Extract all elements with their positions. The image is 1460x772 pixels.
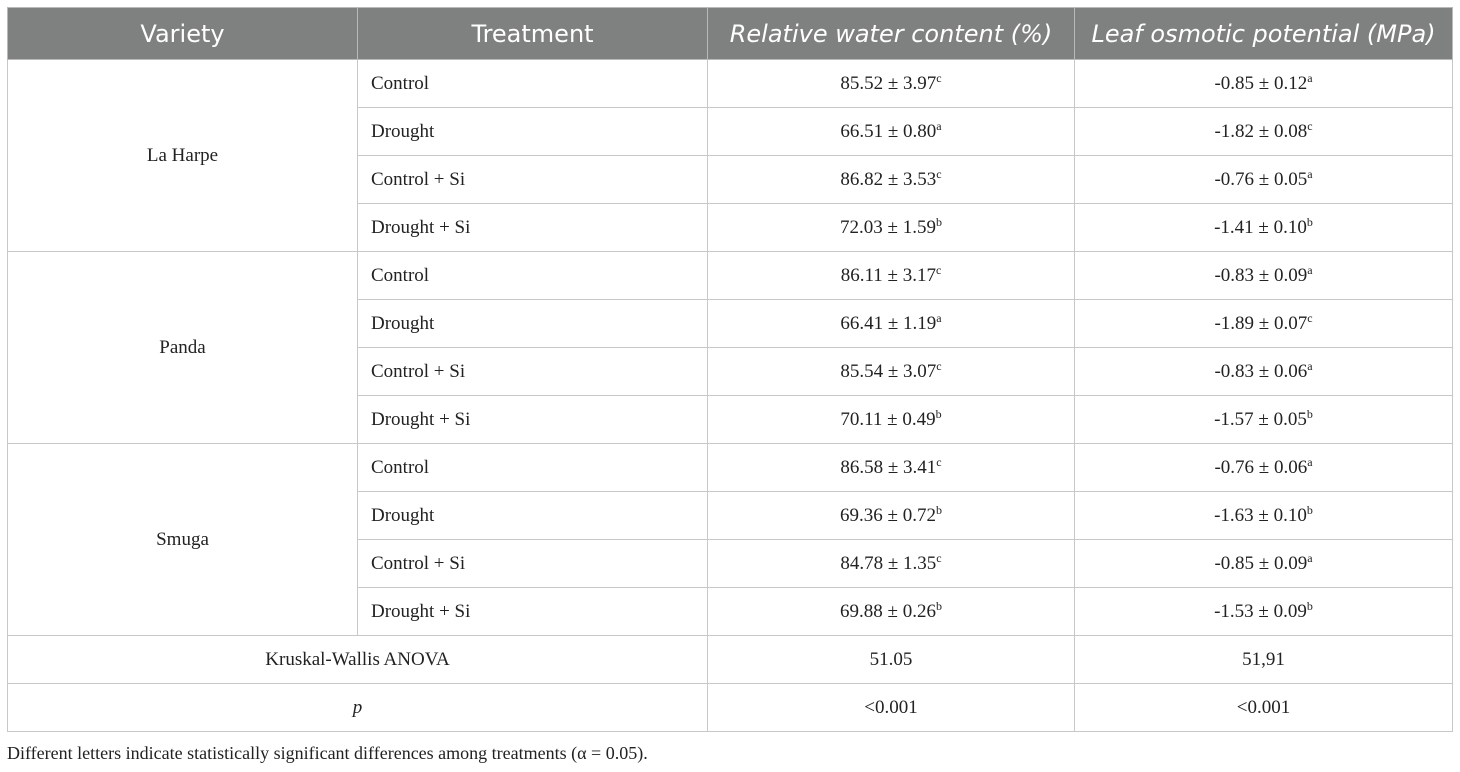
- rwc-letter: c: [936, 166, 942, 181]
- rwc-cell: [708, 252, 1075, 300]
- treatment-cell: Drought + Si: [358, 204, 708, 252]
- rwc-letter: c: [935, 262, 942, 277]
- rwc-letter: c: [936, 550, 942, 565]
- results-table-container: [7, 7, 1452, 732]
- lop-value: -1.57 ± 0.05: [1214, 408, 1307, 430]
- rwc-cell: [708, 492, 1075, 540]
- lop-value: -0.85 ± 0.09: [1214, 552, 1308, 574]
- lop-value: -1.53 ± 0.09: [1214, 600, 1307, 622]
- table-row: [8, 444, 1453, 492]
- lop-cell: [1075, 60, 1453, 108]
- treatment-cell: Control + Si: [358, 348, 708, 396]
- treatment-cell: Drought: [358, 300, 708, 348]
- rwc-letter: c: [936, 454, 942, 469]
- lop-value: -0.83 ± 0.06: [1214, 360, 1308, 382]
- rwc-cell: [708, 300, 1075, 348]
- rwc-letter: b: [935, 406, 942, 421]
- rwc-value: 86.82 ± 3.53: [840, 168, 937, 190]
- table-row: [8, 252, 1453, 300]
- rwc-value: 85.54 ± 3.07: [840, 360, 937, 382]
- rwc-value: 66.51 ± 0.80: [840, 120, 937, 142]
- rwc-cell: [708, 396, 1075, 444]
- lop-letter: a: [1307, 70, 1313, 85]
- lop-letter: a: [1307, 454, 1313, 469]
- rwc-letter: b: [935, 502, 942, 517]
- rwc-cell: [708, 540, 1075, 588]
- results-table: [7, 7, 1453, 732]
- stats-label: p: [8, 684, 708, 732]
- rwc-cell: [708, 588, 1075, 636]
- variety-cell: Smuga: [8, 444, 358, 636]
- lop-letter: b: [1306, 406, 1313, 421]
- rwc-letter: c: [936, 70, 942, 85]
- lop-letter: b: [1306, 598, 1313, 613]
- lop-value: -0.76 ± 0.06: [1214, 456, 1308, 478]
- lop-letter: a: [1307, 166, 1313, 181]
- header-variety: Variety: [8, 8, 358, 60]
- lop-cell: [1075, 108, 1453, 156]
- lop-value: -0.83 ± 0.09: [1214, 264, 1308, 286]
- table-body: [8, 60, 1453, 732]
- variety-cell: La Harpe: [8, 60, 358, 252]
- stats-lop-value: <0.001: [1075, 684, 1453, 732]
- variety-cell: Panda: [8, 252, 358, 444]
- lop-letter: b: [1306, 502, 1313, 517]
- header-leaf-osmotic-potential: Leaf osmotic potential (MPa): [1075, 8, 1453, 60]
- rwc-value: 69.88 ± 0.26: [840, 600, 936, 622]
- lop-value: -1.89 ± 0.07: [1214, 312, 1308, 334]
- table-row: [8, 60, 1453, 108]
- rwc-value: 66.41 ± 1.19: [840, 312, 937, 334]
- rwc-cell: [708, 348, 1075, 396]
- lop-letter: c: [1307, 118, 1313, 133]
- treatment-cell: Drought + Si: [358, 588, 708, 636]
- rwc-value: 84.78 ± 1.35: [840, 552, 937, 574]
- lop-letter: a: [1307, 358, 1313, 373]
- treatment-cell: Control + Si: [358, 540, 708, 588]
- rwc-value: 70.11 ± 0.49: [840, 408, 936, 430]
- lop-value: -1.82 ± 0.08: [1214, 120, 1308, 142]
- stats-row-p-value: [8, 684, 1453, 732]
- rwc-value: 85.52 ± 3.97: [840, 72, 937, 94]
- lop-cell: [1075, 540, 1453, 588]
- rwc-letter: b: [935, 214, 942, 229]
- stats-rwc-value: <0.001: [708, 684, 1075, 732]
- lop-letter: a: [1307, 550, 1313, 565]
- lop-cell: [1075, 300, 1453, 348]
- rwc-cell: [708, 60, 1075, 108]
- rwc-cell: [708, 444, 1075, 492]
- lop-value: -1.63 ± 0.10: [1214, 504, 1307, 526]
- treatment-cell: Control: [358, 60, 708, 108]
- treatment-cell: Control: [358, 252, 708, 300]
- lop-letter: a: [1307, 262, 1313, 277]
- lop-cell: [1075, 348, 1453, 396]
- header-row: [8, 8, 1453, 60]
- treatment-cell: Control: [358, 444, 708, 492]
- stats-rwc-value: 51.05: [708, 636, 1075, 684]
- rwc-cell: [708, 156, 1075, 204]
- stats-lop-value: 51,91: [1075, 636, 1453, 684]
- rwc-letter: a: [936, 118, 942, 133]
- rwc-value: 69.36 ± 0.72: [840, 504, 936, 526]
- rwc-cell: [708, 204, 1075, 252]
- stats-label: Kruskal-Wallis ANOVA: [8, 636, 708, 684]
- lop-value: -0.85 ± 0.12: [1214, 72, 1308, 94]
- rwc-value: 86.58 ± 3.41: [840, 456, 937, 478]
- header-relative-water-content: Relative water content (%): [708, 8, 1075, 60]
- rwc-letter: a: [936, 310, 942, 325]
- treatment-cell: Drought + Si: [358, 396, 708, 444]
- table-footnote: Different letters indicate statistically significant differences among treatments (α = 0.05).: [7, 743, 648, 763]
- treatment-cell: Control + Si: [358, 156, 708, 204]
- lop-cell: [1075, 492, 1453, 540]
- rwc-value: 72.03 ± 1.59: [840, 216, 936, 238]
- lop-value: -0.76 ± 0.05: [1214, 168, 1308, 190]
- lop-value: -1.41 ± 0.10: [1214, 216, 1307, 238]
- lop-cell: [1075, 444, 1453, 492]
- rwc-letter: b: [935, 598, 942, 613]
- lop-letter: b: [1306, 214, 1313, 229]
- treatment-cell: Drought: [358, 492, 708, 540]
- lop-cell: [1075, 252, 1453, 300]
- header-treatment: Treatment: [358, 8, 708, 60]
- lop-cell: [1075, 588, 1453, 636]
- lop-cell: [1075, 396, 1453, 444]
- rwc-value: 86.11 ± 3.17: [840, 264, 936, 286]
- lop-letter: c: [1307, 310, 1313, 325]
- stats-row-kruskal-wallis: [8, 636, 1453, 684]
- rwc-letter: c: [936, 358, 942, 373]
- treatment-cell: Drought: [358, 108, 708, 156]
- rwc-cell: [708, 108, 1075, 156]
- lop-cell: [1075, 156, 1453, 204]
- lop-cell: [1075, 204, 1453, 252]
